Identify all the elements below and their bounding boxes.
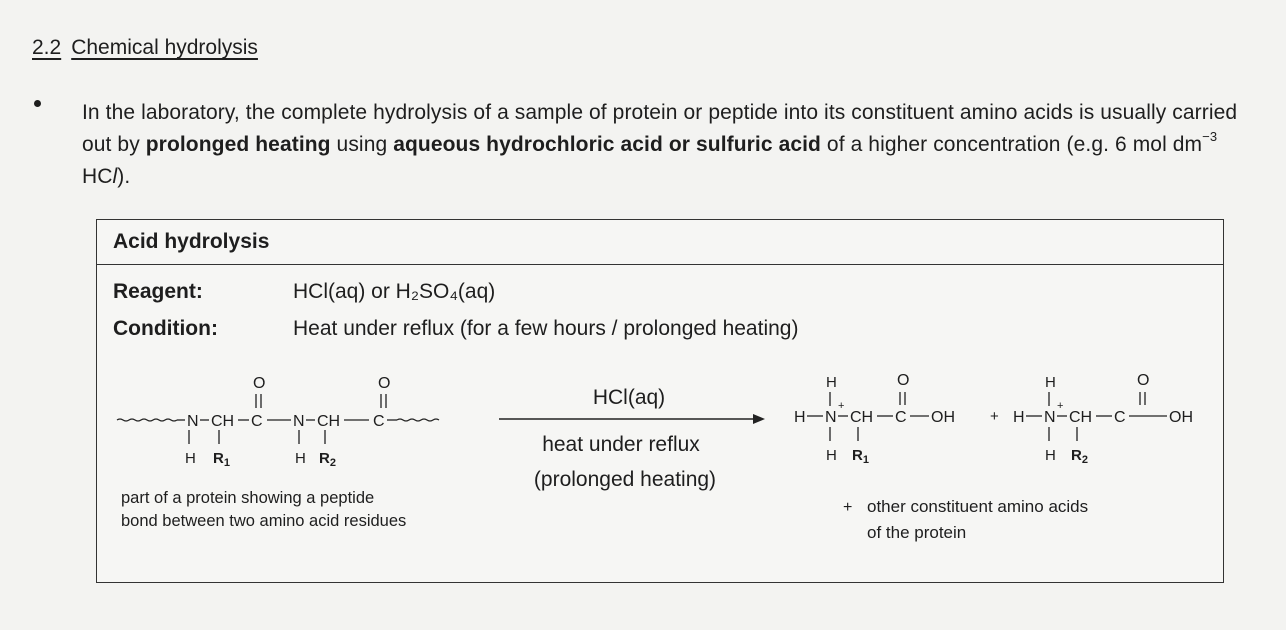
intro-bold-acids: aqueous hydrochloric acid or sulfuric acid: [393, 133, 821, 156]
p2-N: N: [1044, 409, 1056, 426]
note-plus: +: [843, 499, 853, 516]
intro-text-1: In the laboratory, the complete hydrolysis of a sample of protein or peptide into its constituent amino acids is usually carried out by: [82, 101, 1238, 156]
reactant-caption-line1: part of a protein showing a peptide: [121, 489, 375, 507]
intro-text-2: using: [330, 133, 394, 156]
box-title: Acid hydrolysis: [97, 220, 1223, 265]
reagent-label: Reagent:: [113, 280, 203, 303]
reagent-value: HCl(aq) or H₂SO₄(aq): [293, 280, 496, 303]
product-amino-acid-2: [1013, 372, 1193, 466]
p1-H-top: H: [826, 374, 837, 391]
reactant-O1: O: [253, 375, 266, 392]
p1-charge: +: [838, 400, 845, 412]
p1-R: $R_1$: [852, 447, 869, 466]
intro-italic-l: l: [112, 165, 118, 188]
p2-CH: CH: [1069, 409, 1093, 426]
reactant-O2: O: [378, 375, 391, 392]
reactant-H2: H: [295, 450, 306, 467]
p1-H-prefix: H: [794, 409, 806, 426]
note-line1: other constituent amino acids: [867, 497, 1089, 516]
p1-OH: OH: [931, 409, 955, 426]
p1-H-bottom: H: [826, 447, 837, 464]
product-plus: +: [990, 408, 999, 425]
p2-O: O: [1137, 372, 1150, 389]
acid-hydrolysis-box: [96, 219, 1224, 583]
p2-R: $R_2$: [1071, 447, 1088, 466]
reactant-C1: CH: [211, 413, 235, 430]
reactant-N1: N: [187, 413, 199, 430]
p2-OH: OH: [1169, 409, 1193, 426]
intro-paragraph: [82, 97, 1262, 193]
section-title-text: Chemical hydrolysis: [71, 36, 258, 59]
p1-N: N: [825, 409, 837, 426]
intro-text-5: ).: [117, 165, 131, 188]
arrow-reagent: HCl(aq): [592, 386, 666, 409]
condition-value: Heat under reflux (for a few hours / prolonged heating): [293, 317, 799, 340]
reactant-C4: C: [373, 413, 385, 430]
product-amino-acid-1: [794, 372, 955, 466]
p2-H-bottom: H: [1045, 447, 1056, 464]
reactant-caption-line2: bond between two amino acid residues: [121, 512, 407, 530]
p2-H-prefix: H: [1013, 409, 1025, 426]
section-number: 2.2: [32, 36, 62, 59]
intro-text-3: of a higher concentration (e.g. 6 mol dm: [821, 133, 1203, 156]
reactant-C3: CH: [317, 413, 341, 430]
intro-bold-prolonged-heating: prolonged heating: [145, 133, 331, 156]
reactant-H1: H: [185, 450, 196, 467]
reactant-structure: [117, 375, 439, 469]
condition-label: Condition:: [113, 317, 218, 340]
reaction-arrow: [499, 414, 765, 424]
reactant-R1: $R_1$: [213, 450, 230, 469]
reactant-N2: N: [293, 413, 305, 430]
intro-superscript: −3: [1202, 129, 1218, 144]
p2-charge: +: [1057, 400, 1064, 412]
arrow-condition-line2: (prolonged heating): [533, 468, 717, 491]
note-line2: of the protein: [867, 523, 967, 542]
arrow-condition-line1: heat under reflux: [542, 433, 700, 456]
reactant-R2: $R_2$: [319, 450, 336, 469]
reactant-C2: C: [251, 413, 263, 430]
bullet-point: [34, 100, 41, 107]
p1-C: C: [895, 409, 907, 426]
p2-C: C: [1114, 409, 1126, 426]
p1-O: O: [897, 372, 910, 389]
reaction-scheme: [97, 220, 1223, 582]
intro-text-4: HC: [82, 165, 113, 188]
section-title: [32, 36, 258, 60]
p1-CH: CH: [850, 409, 874, 426]
p2-H-top: H: [1045, 374, 1056, 391]
